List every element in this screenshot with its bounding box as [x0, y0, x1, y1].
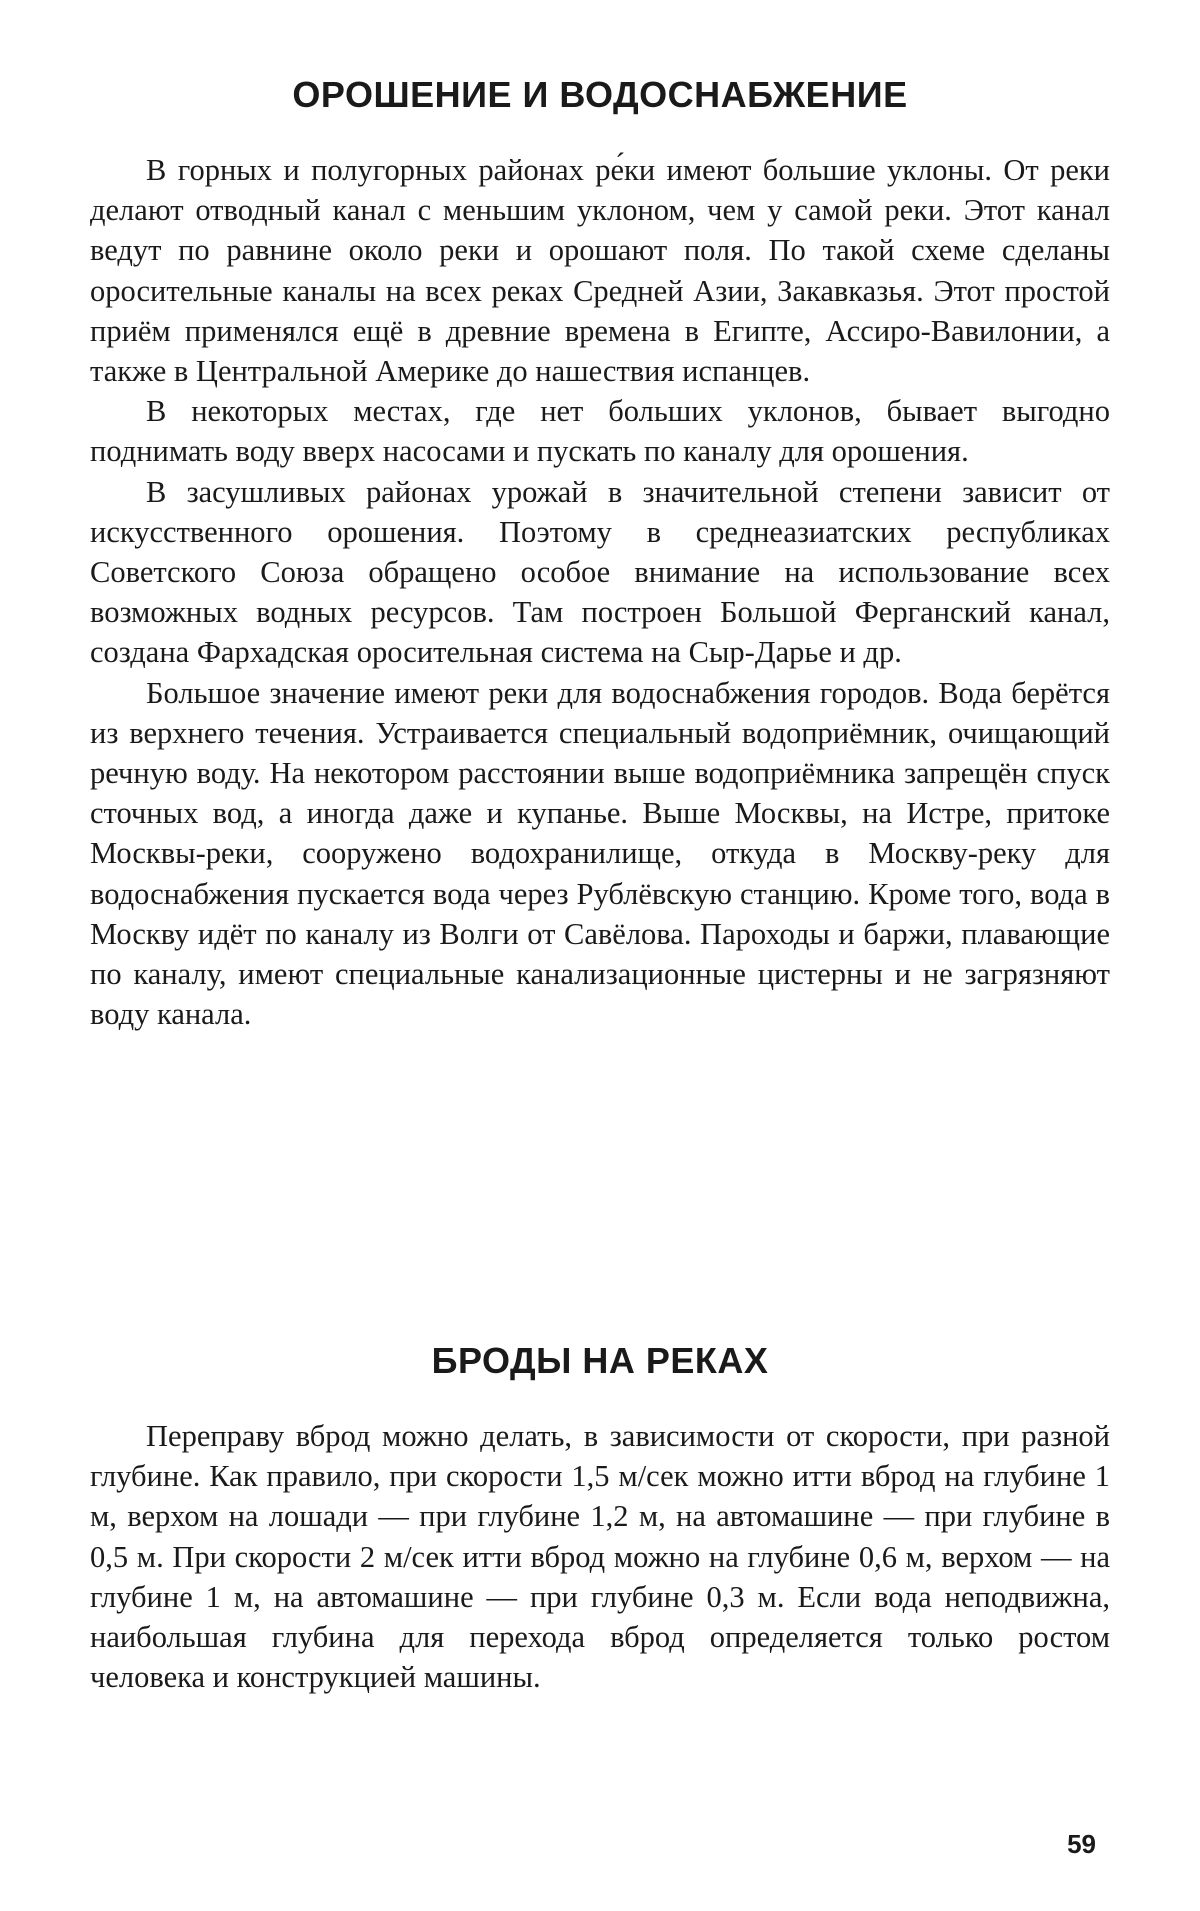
paragraph: В засушливых районах урожай в значительной степени зависит от искусственного орошения. Поэтому в среднеазиатских республиках Советского Союза обращено особое внимание на использование всех возможных водных ресурсов. Там построен Большой Ферганский канал, создана Фархадская оросительная система на Сыр-Дарье и др.	[90, 474, 1110, 670]
paragraph: Переправу вброд можно делать, в зависимости от скорости, при разной глубине. Как правило, при скорости 1,5 м/сек можно итти вброд на глубине 1 м, верхом на лошади — при глубине 1,2 м, на автомашине — при глубине в 0,5 м. При скорости 2 м/сек итти вброд можно на глубине 0,6 м, верхом — на глубине 1 м, на автомашине — при глубине 0,3 м. Если вода неподвижна, наибольшая глубина для перехода вброд определяется только ростом человека и конструкцией машины.	[90, 1419, 1110, 1695]
page-number: 59	[1067, 1829, 1096, 1859]
section-title-irrigation: ОРОШЕНИЕ И ВОДОСНАБЖЕНИЕ	[292, 74, 908, 115]
section-body-irrigation	[90, 150, 1110, 1034]
section-body-fords	[90, 1416, 1110, 1697]
section-title-fords: БРОДЫ НА РЕКАХ	[431, 1340, 769, 1381]
paragraph: В некоторых местах, где нет больших уклонов, бывает выгодно поднимать воду вверх насосами и пускать по каналу для орошения.	[90, 394, 1110, 469]
paragraph: В горных и полугорных районах ре́ки имеют большие уклоны. От реки делают отводный канал с меньшим уклоном, чем у самой реки. Этот канал ведут по равнине около реки и орошают поля. По такой схеме сделаны оросительные каналы на всех реках Средней Азии, Закавказья. Этот простой приём применялся ещё в древние времена в Египте, Ассиро-Вавилонии, а также в Центральной Америке до нашествия испанцев.	[90, 153, 1110, 389]
paragraph: Большое значение имеют реки для водоснабжения городов. Вода берётся из верхнего течения. Устраивается специальный водоприёмник, очищающий речную воду. На некотором расстоянии выше водоприёмника запрещён спуск сточных вод, а иногда даже и купанье. Выше Москвы, на Истре, притоке Москвы-реки, сооружено водохранилище, откуда в Москву-реку для водоснабжения пускается вода через Рублёвскую станцию. Кроме того, вода в Москву идёт по каналу из Волги от Савёлова. Пароходы и баржи, плавающие по каналу, имеют специальные канализационные цистерны и не загрязняют воду канала.	[90, 675, 1110, 1032]
